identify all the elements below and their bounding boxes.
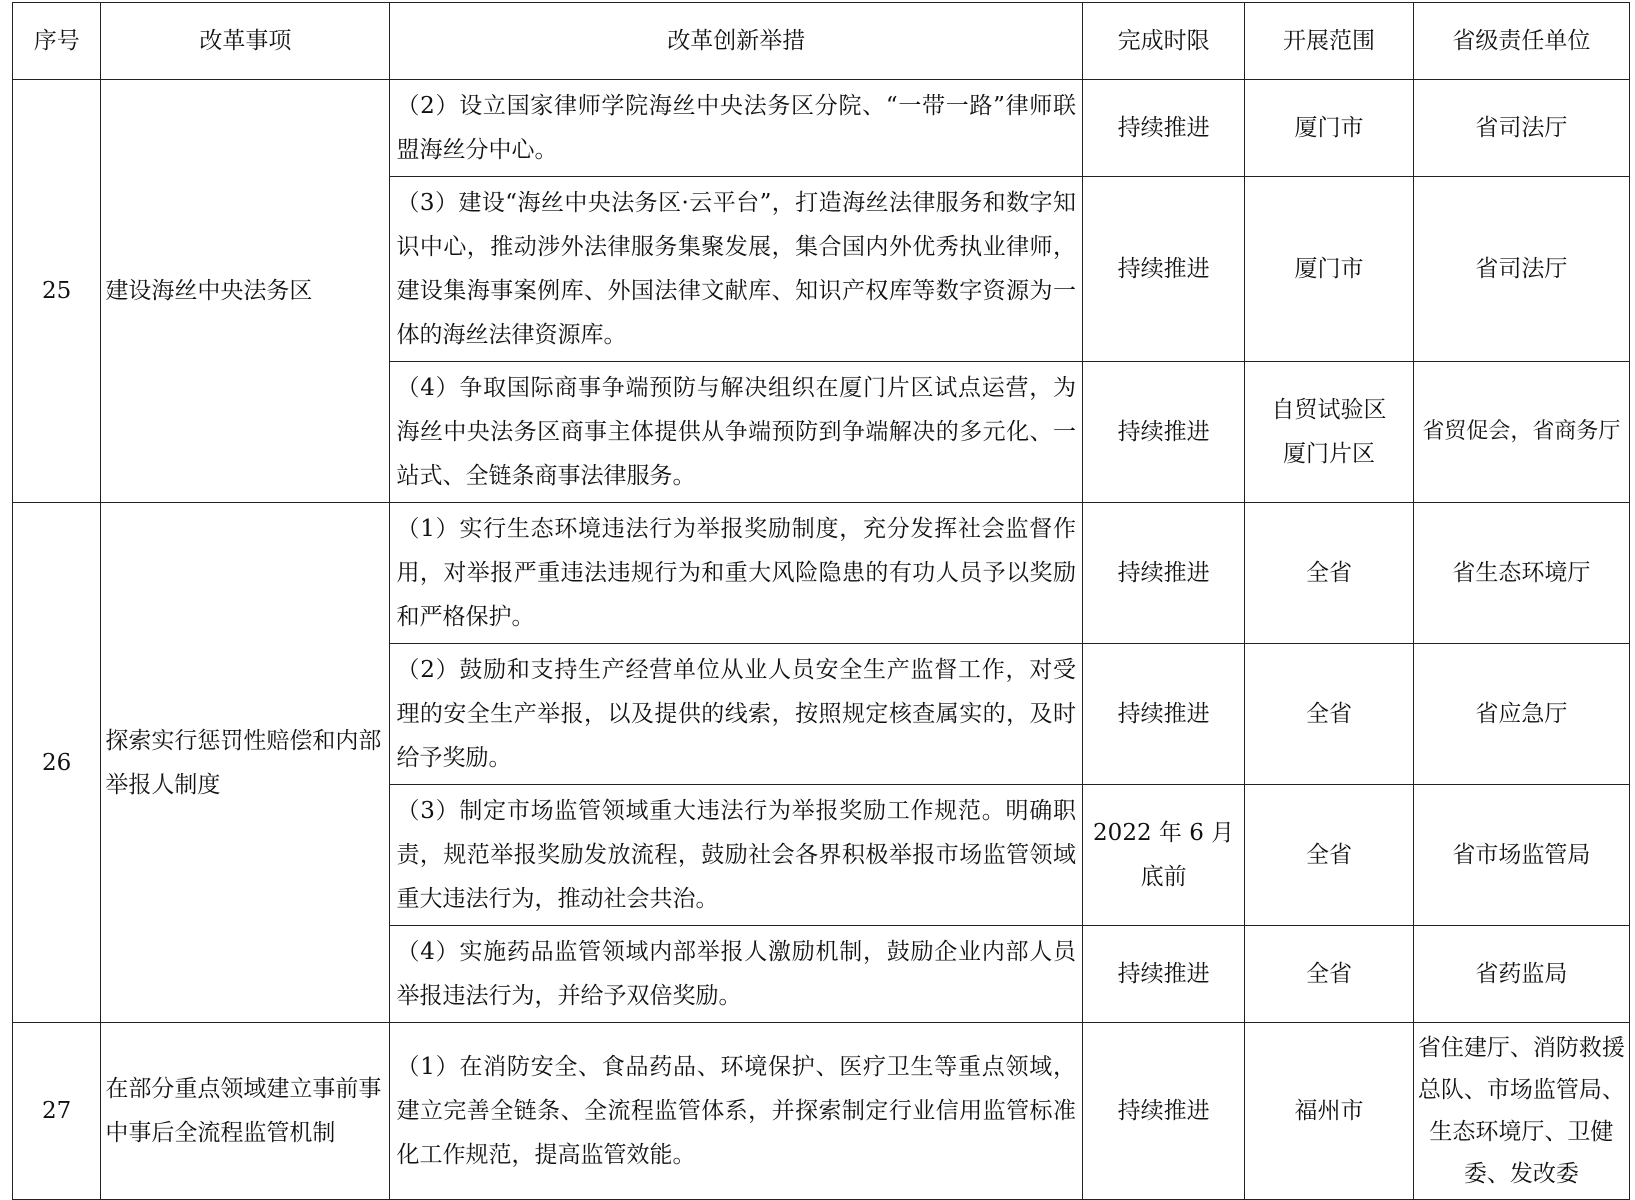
measure-cell: （2）设立国家律师学院海丝中央法务区分院、“一带一路”律师联盟海丝分中心。 bbox=[390, 80, 1083, 177]
unit-cell: 省应急厅 bbox=[1413, 644, 1629, 785]
scope-cell: 福州市 bbox=[1245, 1023, 1413, 1200]
seq-cell: 27 bbox=[13, 1023, 101, 1200]
scope-cell: 全省 bbox=[1245, 644, 1413, 785]
scope-cell: 厦门市 bbox=[1245, 177, 1413, 362]
unit-cell: 省贸促会，省商务厅 bbox=[1413, 362, 1629, 503]
unit-cell: 省司法厅 bbox=[1413, 177, 1629, 362]
measure-cell: （4）争取国际商事争端预防与解决组织在厦门片区试点运营，为海丝中央法务区商事主体提供从争端预防到争端解决的多元化、一站式、全链条商事法律服务。 bbox=[390, 362, 1083, 503]
measure-cell: （1）在消防安全、食品药品、环境保护、医疗卫生等重点领域，建立完善全链条、全流程监管体系，并探索制定行业信用监管标准化工作规范，提高监管效能。 bbox=[390, 1023, 1083, 1200]
item-cell: 建设海丝中央法务区 bbox=[101, 80, 390, 503]
unit-cell: 省住建厅、消防救援总队、市场监管局、生态环境厅、卫健委、发改委 bbox=[1413, 1023, 1629, 1200]
deadline-cell: 持续推进 bbox=[1083, 926, 1245, 1023]
seq-cell: 25 bbox=[13, 80, 101, 503]
header-scope: 开展范围 bbox=[1245, 3, 1413, 80]
unit-cell: 省市场监管局 bbox=[1413, 785, 1629, 926]
unit-cell: 省生态环境厅 bbox=[1413, 503, 1629, 644]
seq-cell: 26 bbox=[13, 503, 101, 1023]
scope-cell: 全省 bbox=[1245, 926, 1413, 1023]
scope-cell: 厦门市 bbox=[1245, 80, 1413, 177]
deadline-cell: 2022 年 6 月底前 bbox=[1083, 785, 1245, 926]
header-seq: 序号 bbox=[13, 3, 101, 80]
measure-cell: （1）实行生态环境违法行为举报奖励制度，充分发挥社会监督作用，对举报严重违法违规行为和重大风险隐患的有功人员予以奖励和严格保护。 bbox=[390, 503, 1083, 644]
deadline-cell: 持续推进 bbox=[1083, 1023, 1245, 1200]
header-item: 改革事项 bbox=[101, 3, 390, 80]
measure-cell: （3）建设“海丝中央法务区·云平台”，打造海丝法律服务和数字知识中心，推动涉外法律服务集聚发展，集合国内外优秀执业律师，建设集海事案例库、外国法律文献库、知识产权库等数字资源为一体的海丝法律资源库。 bbox=[390, 177, 1083, 362]
header-row bbox=[13, 3, 1630, 80]
deadline-cell: 持续推进 bbox=[1083, 644, 1245, 785]
scope-cell: 全省 bbox=[1245, 785, 1413, 926]
measure-cell: （2）鼓励和支持生产经营单位从业人员安全生产监督工作，对受理的安全生产举报，以及提供的线索，按照规定核查属实的，及时给予奖励。 bbox=[390, 644, 1083, 785]
measure-cell: （3）制定市场监管领域重大违法行为举报奖励工作规范。明确职责，规范举报奖励发放流程，鼓励社会各界积极举报市场监管领域重大违法行为，推动社会共治。 bbox=[390, 785, 1083, 926]
reform-table bbox=[12, 2, 1630, 1200]
scope-cell: 自贸试验区厦门片区 bbox=[1245, 362, 1413, 503]
scope-cell: 全省 bbox=[1245, 503, 1413, 644]
deadline-cell: 持续推进 bbox=[1083, 80, 1245, 177]
header-unit: 省级责任单位 bbox=[1413, 3, 1629, 80]
deadline-cell: 持续推进 bbox=[1083, 503, 1245, 644]
unit-cell: 省药监局 bbox=[1413, 926, 1629, 1023]
table-row bbox=[13, 503, 1630, 644]
unit-cell: 省司法厅 bbox=[1413, 80, 1629, 177]
table-row bbox=[13, 1023, 1630, 1200]
deadline-cell: 持续推进 bbox=[1083, 362, 1245, 503]
header-deadline: 完成时限 bbox=[1083, 3, 1245, 80]
item-cell: 在部分重点领域建立事前事中事后全流程监管机制 bbox=[101, 1023, 390, 1200]
table-row bbox=[13, 80, 1630, 177]
header-measure: 改革创新举措 bbox=[390, 3, 1083, 80]
item-cell: 探索实行惩罚性赔偿和内部举报人制度 bbox=[101, 503, 390, 1023]
deadline-cell: 持续推进 bbox=[1083, 177, 1245, 362]
measure-cell: （4）实施药品监管领域内部举报人激励机制，鼓励企业内部人员举报违法行为，并给予双倍奖励。 bbox=[390, 926, 1083, 1023]
